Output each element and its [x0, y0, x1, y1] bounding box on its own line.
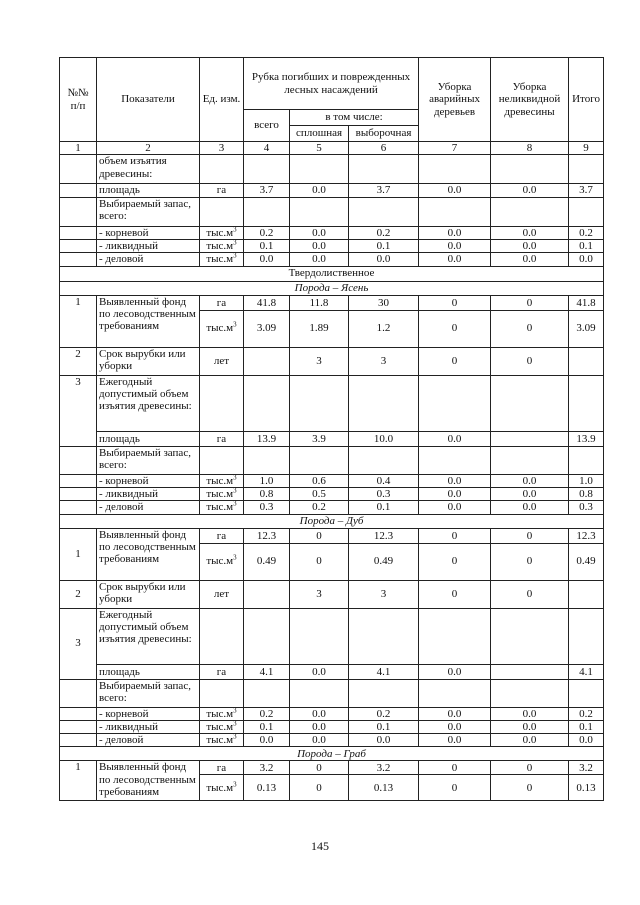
- value-cell: 41.8: [244, 295, 290, 310]
- value-cell: 0: [419, 761, 491, 775]
- header-emergency: Уборка аварийных деревьев: [419, 58, 491, 142]
- value-cell: 0: [491, 347, 569, 375]
- header-cutting: Рубка погибших и поврежденных лесных насаждений: [244, 58, 419, 110]
- section-row: [60, 514, 604, 528]
- table-row: [60, 239, 604, 252]
- value-cell: 0.13: [244, 775, 290, 801]
- value-cell: 0.0: [419, 474, 491, 487]
- row-label: Выбираемый запас, всего:: [97, 446, 200, 474]
- row-label: площадь: [97, 184, 200, 197]
- table-row: [60, 487, 604, 500]
- value-cell: 0.8: [569, 487, 604, 500]
- unit-cell: $тыс.м^3$: [200, 501, 244, 514]
- unit-cell: $тыс.м^3$: [200, 253, 244, 266]
- value-cell: 0.0: [491, 720, 569, 733]
- value-cell: 3: [290, 580, 349, 608]
- value-cell: 0: [491, 295, 569, 310]
- value-cell: 0: [290, 775, 349, 801]
- value-cell: 0.0: [419, 734, 491, 747]
- table-row: [60, 761, 604, 775]
- row-label: - ликвидный: [97, 239, 200, 252]
- row-number: 2: [60, 580, 97, 608]
- unit-cell: лет: [200, 347, 244, 375]
- section-title-dub: Порода – Дуб: [60, 514, 604, 528]
- table-row: [60, 501, 604, 514]
- value-cell: 0.0: [419, 431, 491, 446]
- value-cell: 3.7: [349, 184, 419, 197]
- row-number: 2: [60, 347, 97, 375]
- row-number: 1: [60, 295, 97, 347]
- row-label: Срок вырубки или уборки: [97, 347, 200, 375]
- value-cell: 0: [419, 310, 491, 347]
- header-total-sub: всего: [244, 110, 290, 142]
- value-cell: 0.2: [244, 707, 290, 720]
- colnum-3: 3: [200, 142, 244, 155]
- unit-cell: $тыс.м^3$: [200, 474, 244, 487]
- value-cell: 3.2: [349, 761, 419, 775]
- value-cell: 0.3: [349, 487, 419, 500]
- value-cell: 0: [491, 580, 569, 608]
- value-cell: 11.8: [290, 295, 349, 310]
- value-cell: 0: [419, 528, 491, 543]
- table-row: [60, 734, 604, 747]
- value-cell: 0.0: [290, 707, 349, 720]
- row-label: - корневой: [97, 707, 200, 720]
- row-number: 1: [60, 528, 97, 580]
- unit-cell: га: [200, 761, 244, 775]
- value-cell: 0: [491, 761, 569, 775]
- header-unit: Ед. изм.: [200, 58, 244, 142]
- table-row: [60, 295, 604, 310]
- value-cell: 0: [290, 761, 349, 775]
- value-cell: 0.0: [290, 664, 349, 679]
- value-cell: 0.0: [419, 707, 491, 720]
- value-cell: 0.0: [419, 720, 491, 733]
- unit-cell: лет: [200, 580, 244, 608]
- header-itogo: Итого: [569, 58, 604, 142]
- value-cell: 0.2: [349, 226, 419, 239]
- value-cell: 0.0: [491, 239, 569, 252]
- value-cell: 3: [349, 347, 419, 375]
- unit-cell: га: [200, 295, 244, 310]
- value-cell: 0: [419, 347, 491, 375]
- unit-cell: $тыс.м^3$: [200, 707, 244, 720]
- value-cell: 0.0: [419, 184, 491, 197]
- row-label: Ежегодный допустимый объем изъятия древесины:: [97, 375, 200, 431]
- value-cell: 0: [491, 310, 569, 347]
- value-cell: 0: [491, 775, 569, 801]
- table-row: [60, 474, 604, 487]
- value-cell: 0.6: [290, 474, 349, 487]
- value-cell: 0.0: [290, 226, 349, 239]
- value-cell: 0: [419, 775, 491, 801]
- row-label: Выбираемый запас, всего:: [97, 679, 200, 707]
- value-cell: 0.0: [569, 734, 604, 747]
- value-cell: 0.3: [569, 501, 604, 514]
- row-label: - ликвидный: [97, 487, 200, 500]
- value-cell: 0.8: [244, 487, 290, 500]
- header-illiquid: Уборка неликвидной древесины: [491, 58, 569, 142]
- value-cell: 0: [491, 528, 569, 543]
- row-label: Выявленный фонд по лесоводственным требованиям: [97, 761, 200, 801]
- value-cell: 0.0: [290, 253, 349, 266]
- table-row: [60, 528, 604, 543]
- unit-cell: $тыс.м^3$: [200, 775, 244, 801]
- value-cell: 0.0: [419, 226, 491, 239]
- value-cell: 0.0: [244, 253, 290, 266]
- header-clear: сплошная: [290, 126, 349, 142]
- row-number: 3: [60, 375, 97, 446]
- table-row: [60, 679, 604, 707]
- row-number: 3: [60, 608, 97, 679]
- table-row: [60, 446, 604, 474]
- colnum-2: 2: [97, 142, 200, 155]
- value-cell: 3: [349, 580, 419, 608]
- colnum-9: 9: [569, 142, 604, 155]
- header-indicator: Показатели: [97, 58, 200, 142]
- table-row: [60, 580, 604, 608]
- value-cell: 0.4: [349, 474, 419, 487]
- value-cell: 0: [290, 543, 349, 580]
- value-cell: 1.2: [349, 310, 419, 347]
- value-cell: 0.2: [349, 707, 419, 720]
- colnum-7: 7: [419, 142, 491, 155]
- row-label: Срок вырубки или уборки: [97, 580, 200, 608]
- value-cell: 0.1: [569, 239, 604, 252]
- unit-cell: $тыс.м^3$: [200, 734, 244, 747]
- value-cell: 13.9: [569, 431, 604, 446]
- header-selective: выборочная: [349, 126, 419, 142]
- value-cell: 3.09: [569, 310, 604, 347]
- value-cell: 0.0: [244, 734, 290, 747]
- value-cell: 0.5: [290, 487, 349, 500]
- row-label: - деловой: [97, 501, 200, 514]
- row-label: Ежегодный допустимый объем изъятия древесины:: [97, 608, 200, 664]
- table-row: [60, 226, 604, 239]
- row-label: Выбираемый запас, всего:: [97, 197, 200, 226]
- value-cell: 0.0: [491, 707, 569, 720]
- value-cell: 0: [491, 543, 569, 580]
- value-cell: 1.0: [569, 474, 604, 487]
- value-cell: 0.0: [349, 734, 419, 747]
- value-cell: 0.2: [244, 226, 290, 239]
- header-including: в том числе:: [290, 110, 419, 126]
- value-cell: 0.0: [290, 720, 349, 733]
- unit-cell: га: [200, 184, 244, 197]
- value-cell: 0.0: [290, 239, 349, 252]
- value-cell: 0.0: [491, 184, 569, 197]
- section-row: [60, 747, 604, 761]
- colnum-8: 8: [491, 142, 569, 155]
- value-cell: 4.1: [349, 664, 419, 679]
- header-row-1: [60, 58, 604, 110]
- table-row: [60, 664, 604, 679]
- table-row: [60, 253, 604, 266]
- table-row: [60, 155, 604, 184]
- row-label: - корневой: [97, 474, 200, 487]
- value-cell: 0.0: [290, 734, 349, 747]
- value-cell: 0.1: [244, 239, 290, 252]
- unit-cell: $тыс.м^3$: [200, 239, 244, 252]
- value-cell: 0.2: [569, 226, 604, 239]
- unit-cell: га: [200, 664, 244, 679]
- value-cell: 3.2: [244, 761, 290, 775]
- row-label: Выявленный фонд по лесоводственным требованиям: [97, 295, 200, 347]
- row-label: - деловой: [97, 734, 200, 747]
- value-cell: 0.2: [290, 501, 349, 514]
- value-cell: 13.9: [244, 431, 290, 446]
- value-cell: 3: [290, 347, 349, 375]
- value-cell: 3.7: [244, 184, 290, 197]
- row-label: - ликвидный: [97, 720, 200, 733]
- value-cell: 0: [419, 543, 491, 580]
- value-cell: 0.0: [419, 253, 491, 266]
- colnum-1: 1: [60, 142, 97, 155]
- value-cell: 0.1: [349, 720, 419, 733]
- value-cell: 4.1: [569, 664, 604, 679]
- column-numbers-row: [60, 142, 604, 155]
- value-cell: 3.9: [290, 431, 349, 446]
- unit-cell: $тыс.м^3$: [200, 543, 244, 580]
- value-cell: 0.0: [491, 734, 569, 747]
- table-row: [60, 197, 604, 226]
- value-cell: 3.09: [244, 310, 290, 347]
- section-row: [60, 266, 604, 281]
- colnum-6: 6: [349, 142, 419, 155]
- value-cell: 12.3: [349, 528, 419, 543]
- table-row: [60, 707, 604, 720]
- header-num: №№ п/п: [60, 58, 97, 142]
- forestry-table: [59, 57, 604, 801]
- value-cell: 3.2: [569, 761, 604, 775]
- unit-cell: $тыс.м^3$: [200, 226, 244, 239]
- value-cell: 0.1: [349, 501, 419, 514]
- value-cell: 0.0: [419, 664, 491, 679]
- row-label: объем изъятия древесины:: [97, 155, 200, 184]
- value-cell: 0.0: [491, 487, 569, 500]
- value-cell: 12.3: [244, 528, 290, 543]
- value-cell: 0.3: [244, 501, 290, 514]
- table-row: [60, 431, 604, 446]
- value-cell: 0: [419, 580, 491, 608]
- section-title-hardwood: Твердолиственное: [60, 266, 604, 281]
- value-cell: 0.0: [491, 474, 569, 487]
- unit-cell: $тыс.м^3$: [200, 720, 244, 733]
- row-number: 1: [60, 761, 97, 801]
- row-label: - деловой: [97, 253, 200, 266]
- value-cell: 0: [419, 295, 491, 310]
- value-cell: 4.1: [244, 664, 290, 679]
- value-cell: 0: [290, 528, 349, 543]
- table-row: [60, 184, 604, 197]
- value-cell: 1.89: [290, 310, 349, 347]
- value-cell: 41.8: [569, 295, 604, 310]
- value-cell: 3.7: [569, 184, 604, 197]
- row-label: Выявленный фонд по лесоводственным требованиям: [97, 528, 200, 580]
- value-cell: 0.0: [419, 487, 491, 500]
- table-row: [60, 347, 604, 375]
- value-cell: 0.0: [419, 501, 491, 514]
- colnum-5: 5: [290, 142, 349, 155]
- value-cell: 0.49: [569, 543, 604, 580]
- unit-cell: $тыс.м^3$: [200, 310, 244, 347]
- section-title-yasen: Порода – Ясень: [60, 281, 604, 295]
- table-row: [60, 375, 604, 431]
- value-cell: 30: [349, 295, 419, 310]
- section-row: [60, 281, 604, 295]
- value-cell: 0.1: [349, 239, 419, 252]
- table-row: [60, 720, 604, 733]
- value-cell: 0.0: [290, 184, 349, 197]
- value-cell: 0.0: [349, 253, 419, 266]
- value-cell: 0.0: [569, 253, 604, 266]
- table-row: [60, 608, 604, 664]
- value-cell: 0.13: [349, 775, 419, 801]
- row-label: - корневой: [97, 226, 200, 239]
- value-cell: 0.0: [419, 239, 491, 252]
- value-cell: 0.1: [244, 720, 290, 733]
- value-cell: 0.0: [491, 226, 569, 239]
- colnum-4: 4: [244, 142, 290, 155]
- unit-cell: $тыс.м^3$: [200, 487, 244, 500]
- value-cell: 0.0: [491, 253, 569, 266]
- unit-cell: га: [200, 528, 244, 543]
- row-label: площадь: [97, 664, 200, 679]
- value-cell: 12.3: [569, 528, 604, 543]
- value-cell: 0.49: [244, 543, 290, 580]
- value-cell: 0.49: [349, 543, 419, 580]
- row-label: площадь: [97, 431, 200, 446]
- value-cell: 0.1: [569, 720, 604, 733]
- value-cell: 0.0: [491, 501, 569, 514]
- value-cell: 1.0: [244, 474, 290, 487]
- section-title-grab: Порода – Граб: [60, 747, 604, 761]
- value-cell: 0.13: [569, 775, 604, 801]
- value-cell: 0.2: [569, 707, 604, 720]
- value-cell: 10.0: [349, 431, 419, 446]
- unit-cell: га: [200, 431, 244, 446]
- page-number: 145: [311, 839, 329, 853]
